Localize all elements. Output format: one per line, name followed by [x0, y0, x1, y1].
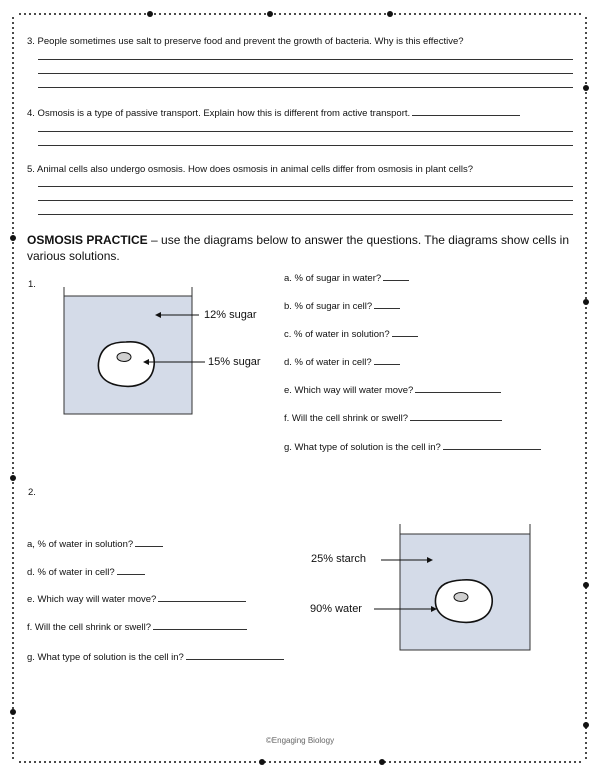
practice-heading: OSMOSIS PRACTICE [27, 233, 148, 247]
p2-item-g: g. What type of solution is the cell in? [27, 650, 284, 663]
p2-item-e: e. Which way will water move? [27, 592, 246, 605]
p1-item-f: f. Will the cell shrink or swell? [284, 411, 502, 424]
p1-item-a: a. % of sugar in water? [284, 271, 409, 284]
question-4: 4. Osmosis is a type of passive transport. Explain how this is different from active transport. [27, 106, 520, 119]
solution-label-2: 25% starch [311, 553, 367, 565]
p1-item-b: b. % of sugar in cell? [284, 299, 400, 312]
p2-item-f: f. Will the cell shrink or swell? [27, 620, 247, 633]
p2-item-d: d. % of water in cell? [27, 565, 145, 578]
footer-credit: ©Engaging Biology [265, 736, 335, 745]
question-5: 5. Animal cells also undergo osmosis. How does osmosis in animal cells differ from osmosis in plant cells? [27, 164, 473, 175]
p1-item-g: g. What type of solution is the cell in? [284, 440, 541, 453]
practice-instructions: OSMOSIS PRACTICE – use the diagrams below to answer the questions. The diagrams show cells in various solutions. [27, 233, 570, 263]
p1-item-d: d. % of water in cell? [284, 355, 400, 368]
solution-label-1: 12% sugar [204, 309, 257, 321]
p1-item-e: e. Which way will water move? [284, 383, 501, 396]
p1-item-c: c. % of water in solution? [284, 327, 418, 340]
p2-item-a: a, % of water in solution? [27, 537, 163, 550]
problem-2-number: 2. [28, 487, 36, 498]
question-3: 3. People sometimes use salt to preserve food and prevent the growth of bacteria. Why is this effective? [27, 36, 464, 47]
cell-label-1: 15% sugar [208, 356, 261, 368]
problem-1-number: 1. [28, 279, 36, 290]
cell-label-2: 90% water [310, 603, 362, 615]
